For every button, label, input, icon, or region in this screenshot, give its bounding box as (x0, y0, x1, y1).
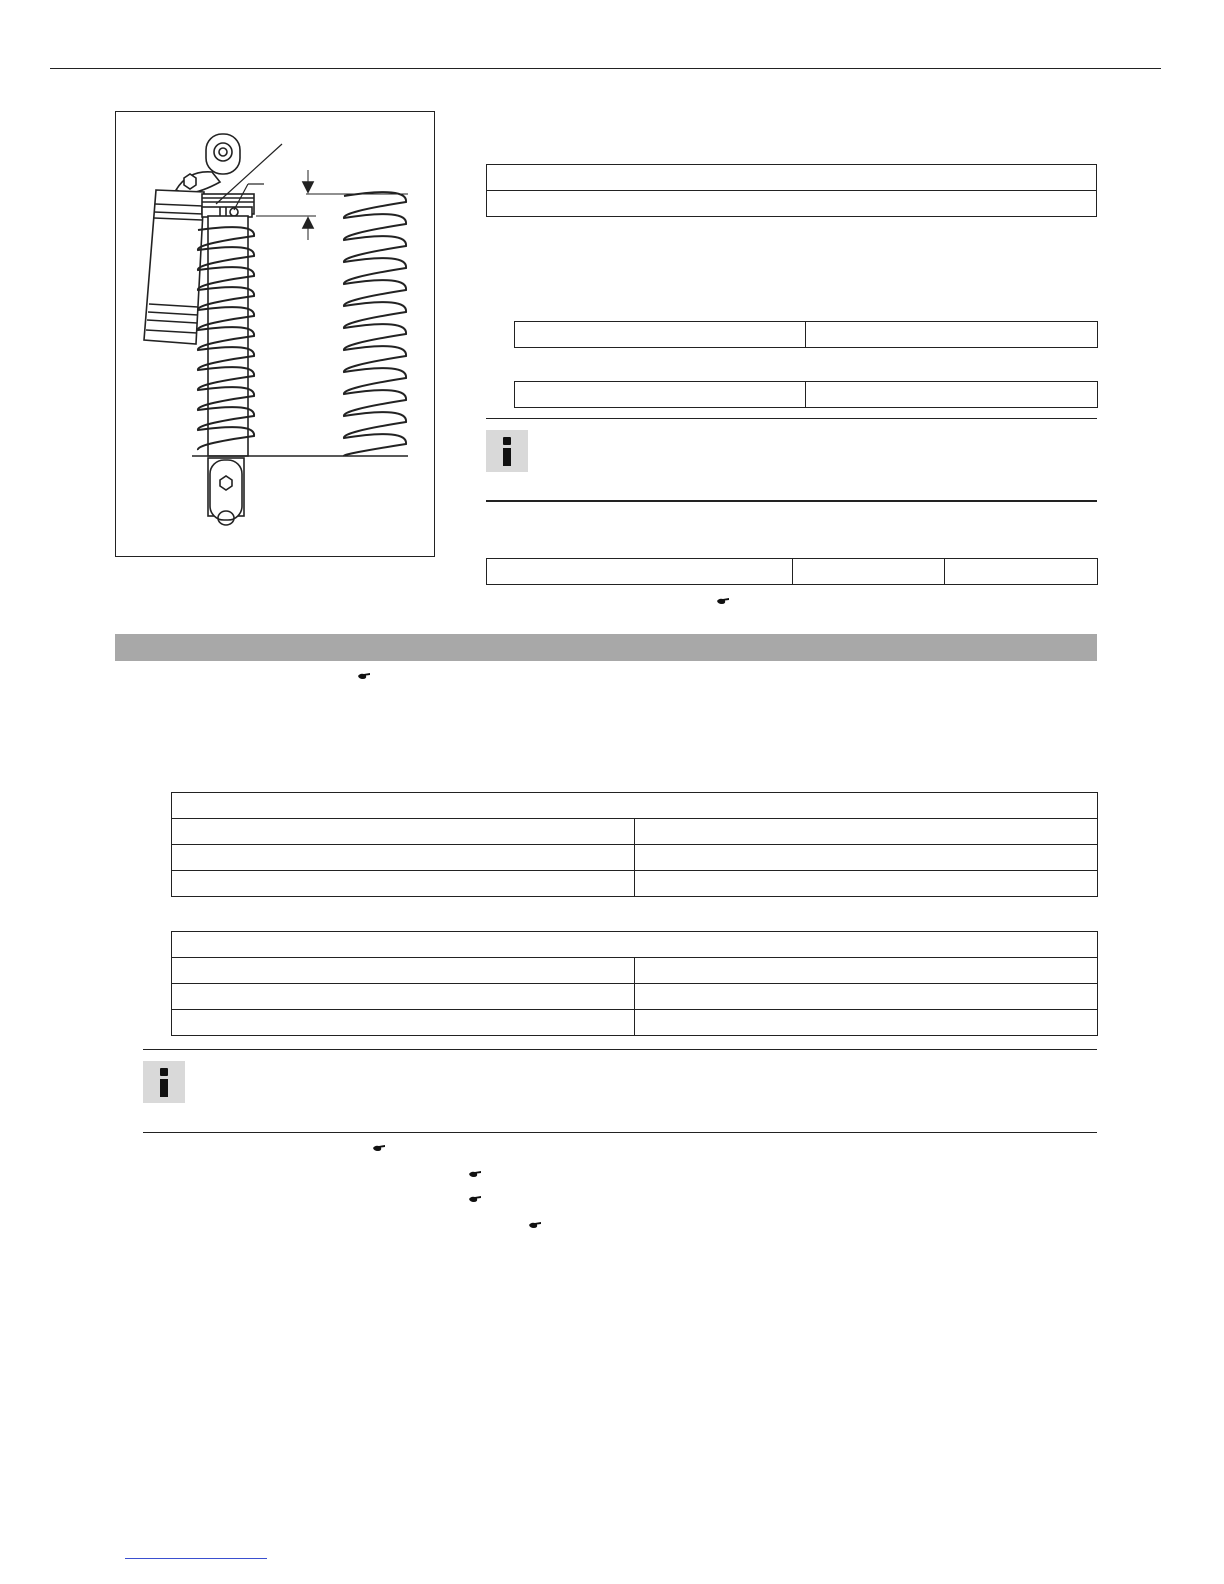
table-cell (806, 322, 1098, 348)
table-header-cell (172, 932, 1098, 958)
table-cell (172, 1010, 635, 1036)
table-cell (635, 958, 1098, 984)
table-cell (172, 845, 635, 871)
table-header-row (172, 793, 1098, 819)
pointing-hand-icon (357, 671, 371, 681)
value-pair-table (514, 321, 1098, 348)
info-icon (486, 430, 528, 472)
spec-table (486, 164, 1097, 217)
header-rule (50, 68, 1161, 69)
table-cell (487, 191, 1097, 217)
pointing-hand-icon (372, 1143, 386, 1153)
table-row (172, 984, 1098, 1010)
footer-link[interactable] (125, 1548, 267, 1559)
table-cell (635, 1010, 1098, 1036)
table-row (172, 845, 1098, 871)
table-cell (945, 559, 1098, 585)
table-row (172, 958, 1098, 984)
settings-table (171, 931, 1098, 1036)
info-note-top-rule (486, 418, 1097, 419)
table-row (487, 191, 1097, 217)
table-cell (635, 819, 1098, 845)
section-header-bar (115, 634, 1097, 661)
table-cell (515, 322, 806, 348)
table-row (172, 871, 1098, 897)
table-row (172, 819, 1098, 845)
table-cell (635, 871, 1098, 897)
info-icon (143, 1061, 185, 1103)
info-note-bottom-rule (486, 500, 1097, 502)
table-cell (172, 819, 635, 845)
table-row (515, 322, 1098, 348)
table-cell (793, 559, 945, 585)
table-row (487, 559, 1098, 585)
table-cell (487, 559, 793, 585)
value-pair-table (514, 381, 1098, 408)
settings-table (171, 792, 1098, 897)
table-header-row (172, 932, 1098, 958)
table-cell (172, 958, 635, 984)
triple-column-table (486, 558, 1098, 585)
pointing-hand-icon (468, 1194, 482, 1204)
table-cell (635, 984, 1098, 1010)
pointing-hand-icon (528, 1220, 542, 1230)
pointing-hand-icon (468, 1169, 482, 1179)
info-note-top-rule (143, 1049, 1097, 1050)
shock-absorber-figure (115, 111, 435, 557)
table-row (172, 1010, 1098, 1036)
table-cell (515, 382, 806, 408)
shock-absorber-illustration (116, 112, 434, 556)
table-row (515, 382, 1098, 408)
table-cell (172, 871, 635, 897)
table-cell (172, 984, 635, 1010)
info-note-bottom-rule (143, 1132, 1097, 1133)
table-cell (635, 845, 1098, 871)
pointing-hand-icon (716, 596, 730, 606)
table-cell (487, 165, 1097, 191)
table-header-cell (172, 793, 1098, 819)
table-cell (806, 382, 1098, 408)
table-row (487, 165, 1097, 191)
